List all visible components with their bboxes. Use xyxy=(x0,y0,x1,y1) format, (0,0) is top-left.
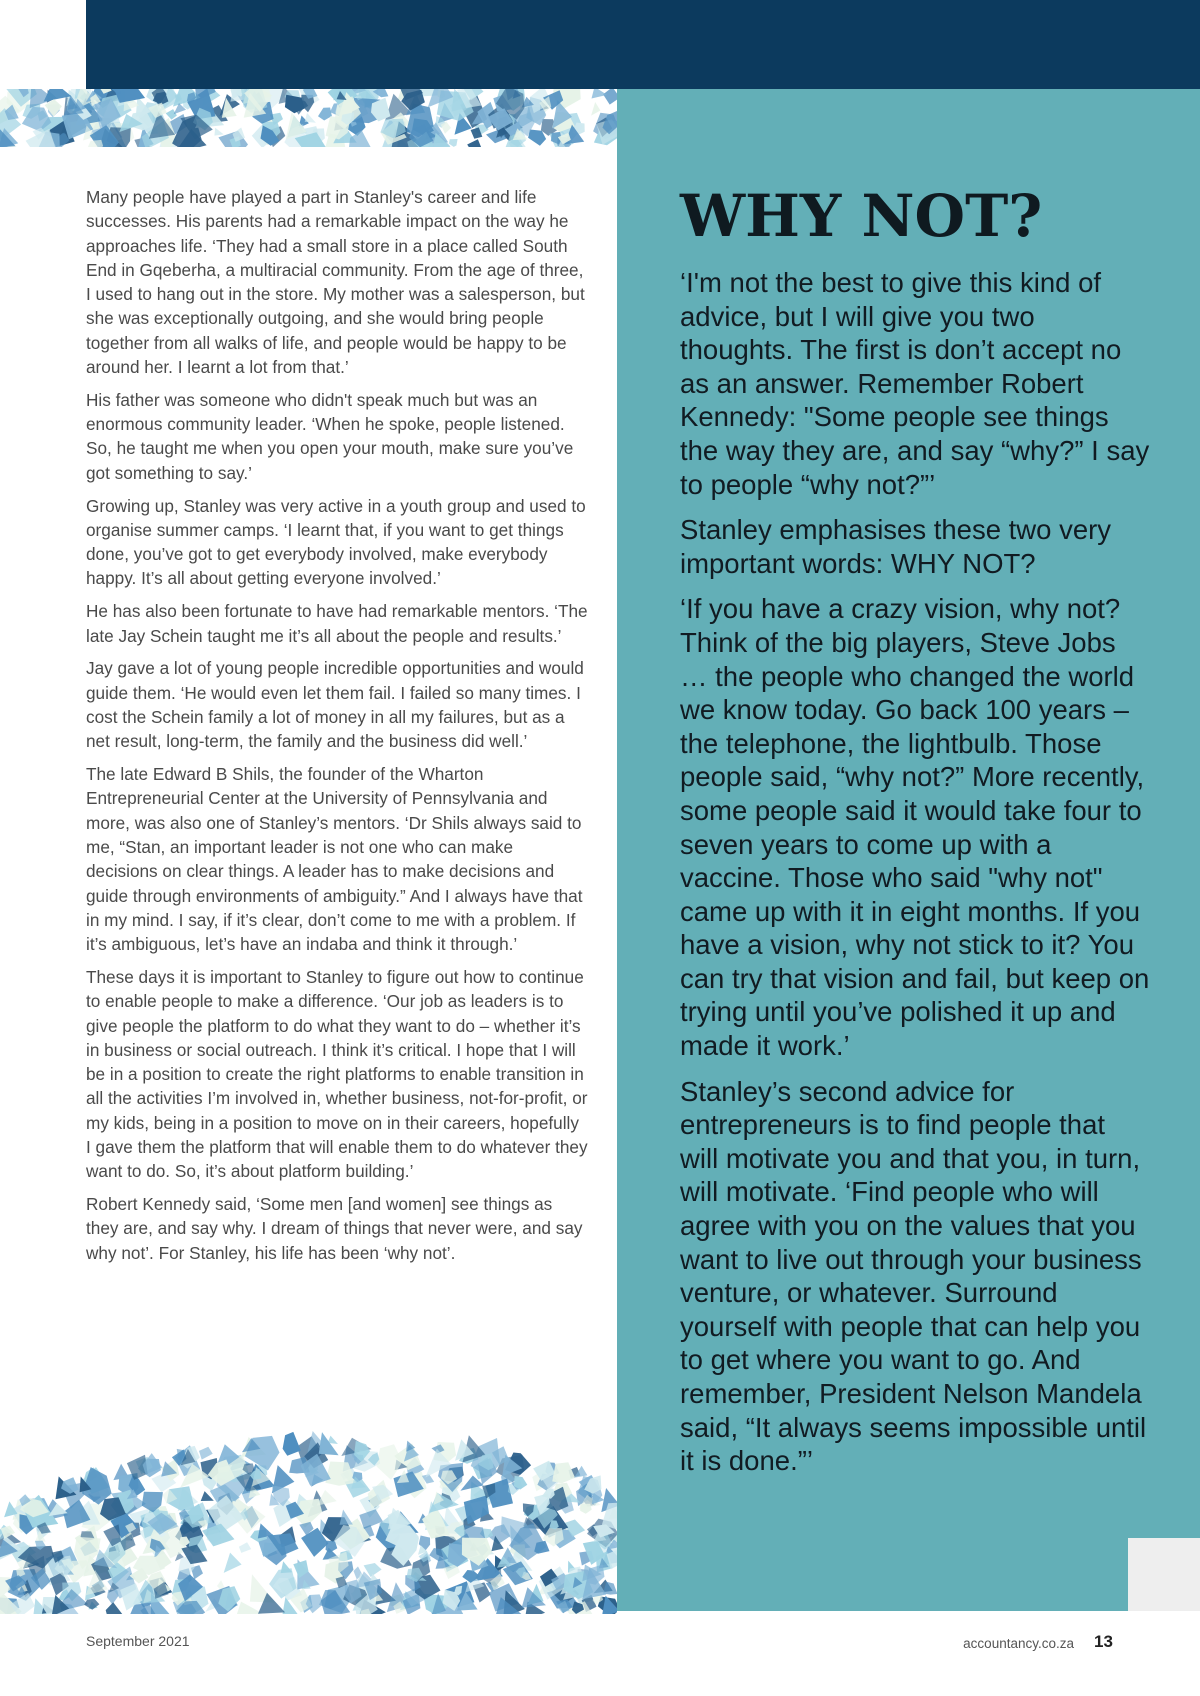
mosaic-tile xyxy=(283,1432,301,1456)
sidebar-paragraph: Stanley emphasises these two very important words: WHY NOT? xyxy=(680,514,1112,579)
mosaic-tile xyxy=(603,89,617,105)
article-paragraph: Jay gave a lot of young people incredible opportunities and would guide them. ‘He would even let them fail. I failed so many times. I cost the Schein family a lot of money in all my failures, but as a net result, long-term, the family and the business did well.’ xyxy=(86,658,584,752)
mosaic-tile xyxy=(281,1561,293,1573)
sidebar-paragraph: ‘If you have a crazy vision, why not? Think of the big players, Steve Jobs … the people who changed the world we know today. Go back 100 years – the telephone, the lightbulb. Those people said, “why not?” More recently, some people said it would take four to seven years to come up with a vaccine. Those who said "why not" came up with it in eight months. If you have a vision, why not stick to it? You can try that vision and fail, but keep on trying until you’ve polished it up and made it work.’ xyxy=(680,593,1150,1062)
article-body xyxy=(86,185,588,1273)
footer-website: accountancy.co.za xyxy=(963,1636,1074,1651)
mosaic-decoration-top xyxy=(0,89,617,147)
footer-date: September 2021 xyxy=(86,1633,190,1649)
mosaic-tile xyxy=(306,1594,324,1613)
mosaic-tile xyxy=(552,1462,575,1483)
sidebar-paragraph: ‘I'm not the best to give this kind of advice, but I will give you two thoughts. The first is don’t accept no as an answer. Remember Robert Kennedy: "Some people see things the way they are, and say “why?” I say to people “why not?”’ xyxy=(680,267,1150,500)
article-paragraph: The late Edward B Shils, the founder of the Wharton Entrepreneurial Center at the University of Pennsylvania and more, was also one of Stanley’s mentors. ‘Dr Shils always said to me, “Stan, an important leader is not one who can make decisions on clear things. A leader has to make decisions and guide through environments of ambiguity.” And I always have that in my mind. I say, if it’s clear, don’t come to me with a problem. If it’s ambiguous, let’s have an indaba and think it through.’ xyxy=(86,764,583,955)
mosaic-tile xyxy=(166,109,177,120)
mosaic-decoration-bottom xyxy=(0,1430,617,1614)
mosaic-tile xyxy=(305,113,316,123)
mosaic-tile xyxy=(377,1444,403,1480)
mosaic-tile xyxy=(143,1453,163,1474)
mosaic-tile xyxy=(234,1602,262,1614)
mosaic-tile xyxy=(84,1599,99,1610)
sidebar-heading: WHY NOT? xyxy=(680,182,1043,250)
mosaic-tile xyxy=(591,102,600,116)
mosaic-tile xyxy=(340,1510,353,1525)
mosaic-tile xyxy=(349,130,371,147)
sidebar-paragraph: Stanley’s second advice for entrepreneurs is to find people that will motivate you and that you, in turn, will motivate. ‘Find people who will agree with you on the values that you want to live out through your business venture, or whatever. Surround yourself with people that can help you to get where you want to go. And remember, President Nelson Mandela said, “It always seems impossible until it is done.”’ xyxy=(680,1075,1147,1477)
mosaic-tile xyxy=(449,139,458,147)
corner-block xyxy=(1128,1538,1200,1611)
article-paragraph: His father was someone who didn't speak much but was an enormous community leader. ‘When he spoke, people listened. So, he taught me when you open your mouth, make sure you’ve got something to say.’ xyxy=(86,389,574,483)
article-paragraph: Robert Kennedy said, ‘Some men [and women] see things as they are, and say why. I dream of things that never were, and say why not’. For Stanley, his life has been ‘why not’. xyxy=(86,1194,583,1263)
mosaic-tile xyxy=(359,1509,383,1529)
article-paragraph: These days it is important to Stanley to figure out how to continue to enable people to make a difference. ‘Our job as leaders is to give people the platform to do what they want to do – whether it’s in business or social outreach. I think it’s critical. I hope that I will be in a position to create the right platforms to enable transition in all the activities I’m involved in, whether business, not-for-profit, or my kids, being in a position to move on in their careers, hopefully I gave them the platform that will enable them to do whatever they want to do. So, it’s about platform building.’ xyxy=(86,966,588,1182)
mosaic-tile xyxy=(106,1602,124,1614)
mosaic-tile xyxy=(224,1553,242,1573)
mosaic-tile xyxy=(580,1504,592,1514)
mosaic-tile xyxy=(239,1542,251,1553)
article-paragraph: Growing up, Stanley was very active in a youth group and used to organise summer camps. ‘I learnt that, if you want to get things done, you’ve got to get everybody involved, make everybody happy. It’s all about getting everyone involved.’ xyxy=(86,495,586,589)
mosaic-tile xyxy=(467,139,482,147)
header-bar xyxy=(86,0,1200,89)
sidebar-content xyxy=(680,180,1150,1490)
mosaic-tile xyxy=(592,89,608,99)
article-paragraph: He has also been fortunate to have had remarkable mentors. ‘The late Jay Schein taught me it’s all about the people and results.’ xyxy=(86,601,588,646)
mosaic-tile xyxy=(214,128,223,136)
page-number: 13 xyxy=(1094,1632,1113,1651)
mosaic-tile xyxy=(88,140,104,147)
article-paragraph: Many people have played a part in Stanley's career and life successes. His parents had a remarkable impact on the way he approaches life. ‘They had a small store in a place called South End in Gqeberha, a multiracial community. From the age of three, I used to hang out in the store. My mother was a salesperson, but she was exceptionally outgoing, and she would bring people together from all walks of life, and people would be happy to be around her. I learnt a lot from that.’ xyxy=(86,187,585,378)
mosaic-tile xyxy=(199,1447,213,1460)
